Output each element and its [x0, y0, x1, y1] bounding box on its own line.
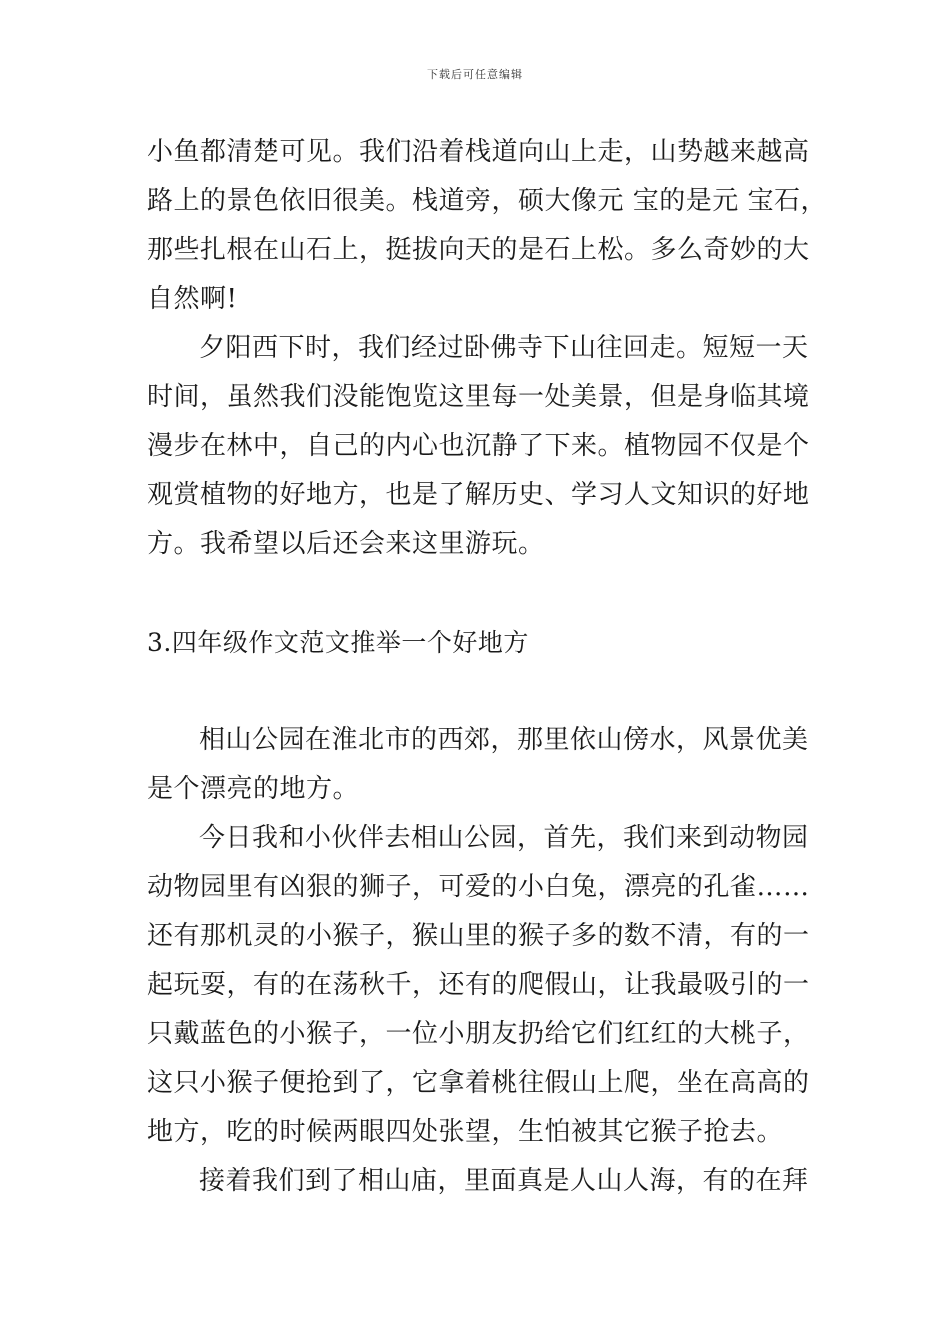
text-line: 相山公园在淮北市的西郊，那里依山傍水，风景优美 — [199, 725, 809, 755]
blank-line — [147, 667, 817, 716]
text-line: 地方，吃的时候两眼四处张望，生怕被其它猴子抢去。 — [147, 1117, 784, 1147]
blank-line — [147, 569, 817, 618]
text-line: 还有那机灵的小猴子，猴山里的猴子多的数不清，有的一 — [147, 921, 810, 951]
text-line: 是个漂亮的地方。 — [147, 774, 360, 804]
text-line: 漫步在林中，自己的内心也沉静了下来。植物园不仅是个 — [147, 431, 810, 461]
text-line: 只戴蓝色的小猴子，一位小朋友扔给它们红红的大桃子， — [147, 1019, 810, 1049]
paragraph-2 — [147, 324, 817, 569]
text-line: 今日我和小伙伴去相山公园，首先，我们来到动物园 — [199, 823, 809, 853]
text-line: 路上的景色依旧很美。栈道旁，硕大像元 宝的是元 宝石， — [147, 186, 828, 216]
text-line: 接着我们到了相山庙，里面真是人山人海，有的在拜 — [199, 1166, 809, 1196]
text-line: 小鱼都清楚可见。我们沿着栈道向山上走，山势越来越高 — [147, 137, 810, 167]
text-line: 观赏植物的好地方，也是了解历史、学习人文知识的好地 — [147, 480, 810, 510]
paragraph-4 — [147, 814, 817, 1157]
text-line: 自然啊! — [147, 284, 238, 314]
text-line: 时间，虽然我们没能饱览这里每一处美景，但是身临其境 — [147, 382, 810, 412]
text-line: 动物园里有凶狠的狮子，可爱的小白兔，漂亮的孔雀…… — [147, 872, 810, 902]
paragraph-1 — [147, 128, 828, 324]
text-line: 方。我希望以后还会来这里游玩。 — [147, 529, 545, 559]
paragraph-5 — [147, 1157, 817, 1206]
page-header: 下载后可任意编辑 — [427, 68, 523, 81]
text-line: 这只小猴子便抢到了，它拿着桃往假山上爬，坐在高高的 — [147, 1068, 810, 1098]
text-line: 夕阳西下时，我们经过卧佛寺下山往回走。短短一天 — [199, 333, 809, 363]
paragraph-3 — [147, 716, 817, 814]
text-line: 那些扎根在山石上，挺拔向天的是石上松。多么奇妙的大 — [147, 235, 810, 265]
text-line: 起玩耍，有的在荡秋千，还有的爬假山，让我最吸引的一 — [147, 970, 810, 1000]
section-heading: 3.四年级作文范文推举一个好地方 — [147, 628, 529, 657]
document-body — [147, 128, 828, 1206]
